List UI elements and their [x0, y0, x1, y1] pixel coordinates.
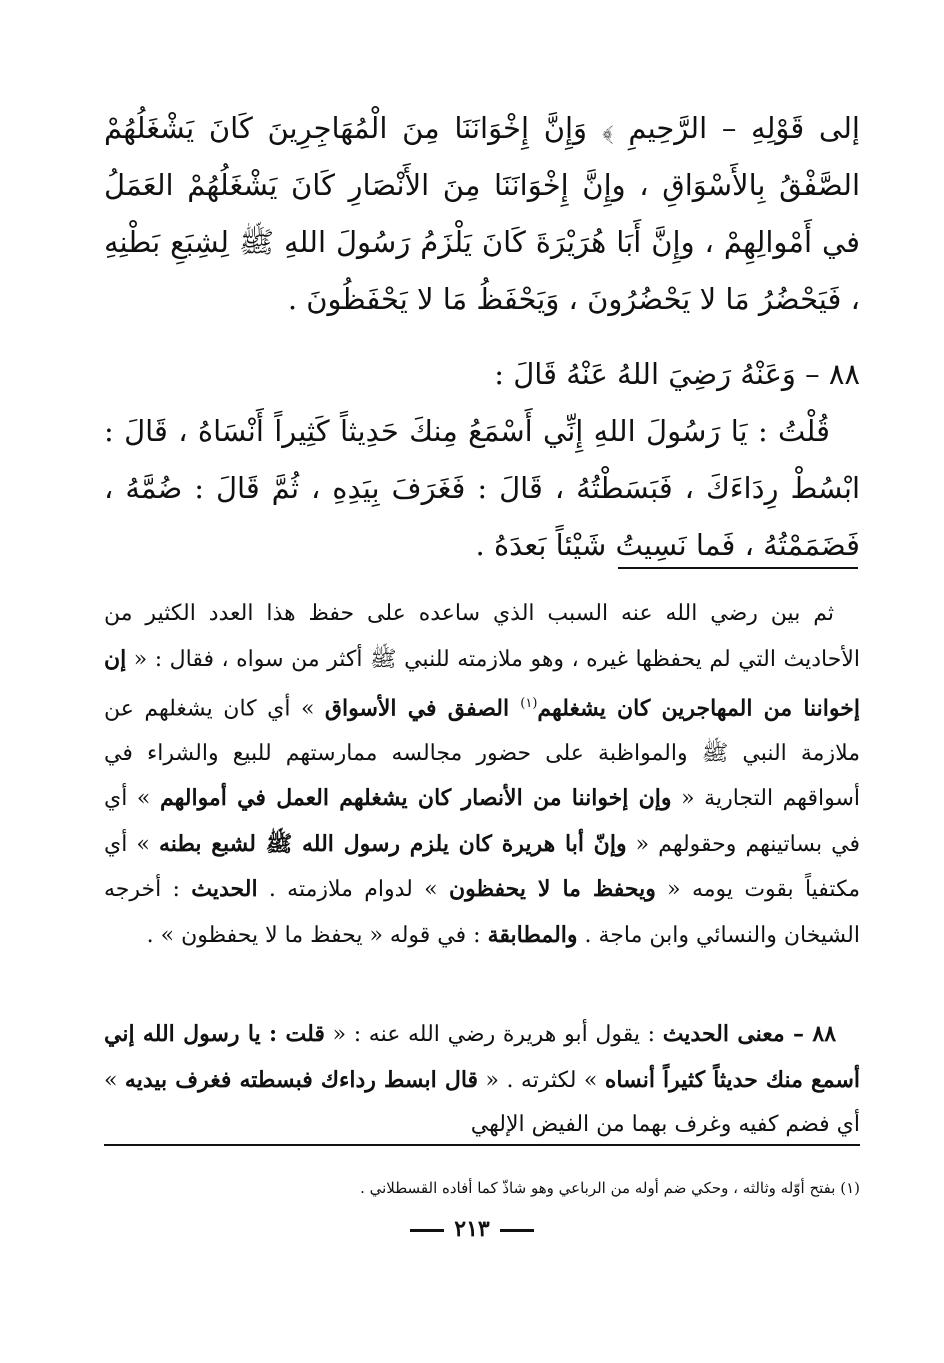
hadith-88-text: قُلْتُ : يَا رَسُولَ اللهِ إِنِّي أَسْمَعُ مِنكَ حَدِيثاً كَثِيراً أَنْسَاهُ ، قَالَ : ابْسُطْ رِدَاءَكَ ، فَبَسَطْتُهُ ، قَالَ : فَغَرَفَ بِيَدِهِ ، ثُمَّ قَالَ : ضُمَّهُ ، فَضَمَمْتُهُ ، فَما نَسِيتُ شَيْئاً بَعدَهُ .: [104, 414, 860, 562]
commentary-term-correspondence: والمطابقة: [487, 921, 578, 948]
commentary-text: : في قوله « يحفظ ما لا يحفظون » .: [146, 922, 488, 948]
commentary: [104, 592, 860, 958]
commentary-text: » أي كان يشغلهم عن ملازمة النبي ﷺ والمواظبة على حضور مجالسه ممارستهم للبيع والشراء في أسواقهم التجارية «: [104, 696, 860, 812]
meaning-quote: قلت : يا رسول الله إني أسمع منك حديثاً كثيراً أنساه: [104, 1021, 860, 1093]
meaning-text: » لكثرته . «: [478, 1067, 605, 1093]
meaning-quote: قال ابسط رداءك فبسطته فغرف بيديه: [124, 1066, 479, 1093]
footnote: (١) بفتح أوّله وثالثه ، وحكي ضم أوله من الرباعي وهو شاذّ كما أفاده القسطلاني .: [360, 1179, 860, 1197]
commentary-text: : أخرجه الشيخان والنسائي وابن ماجة .: [104, 877, 860, 948]
commentary-paragraph: [104, 592, 860, 958]
commentary-term-hadith: الحديث: [191, 876, 258, 903]
hadith-separator-rule: [618, 567, 858, 569]
commentary-text: » لدوام ملازمته .: [257, 877, 449, 903]
hadith-88-heading: ٨٨ – وَعَنْهُ رَضِيَ اللهُ عَنْهُ قَالَ :: [494, 357, 860, 391]
meaning-text: : يقول أبو هريرة رضي الله عنه : «: [324, 1022, 663, 1047]
meaning-heading: ٨٨ – معنى الحديث: [662, 1021, 837, 1047]
footnote-marker: (١): [520, 696, 538, 711]
page-number-value: ٢١٣: [454, 1216, 490, 1242]
commentary-text: » أي مكتفياً بقوت يومه «: [104, 831, 861, 903]
hadith-88: [104, 346, 860, 574]
commentary-quote: وإنّ أبا هريرة كان يلزم رسول الله ﷺ لشبع بطنه: [158, 830, 627, 857]
commentary-quote: الصفق في الأسواق: [324, 695, 521, 722]
meaning-text: » أي فضم كفيه وغرف بهما من الفيض الإلهي: [104, 1067, 860, 1137]
commentary-quote: وإن إخواننا من الأنصار كان يشغلهم العمل في أموالهم: [159, 785, 672, 812]
page-number: [0, 1214, 944, 1244]
footnote-separator-rule: [104, 1144, 860, 1146]
commentary-text: » أي في بساتينهم وحقولهم «: [104, 786, 861, 857]
page-number-dash: [500, 1229, 534, 1232]
commentary-quote: إن إخواننا من المهاجرين كان يشغلهم: [104, 645, 860, 722]
hadith-88-meaning: [104, 1012, 860, 1148]
commentary-quote: ويحفظ ما لا يحفظون: [448, 876, 656, 903]
commentary-text: ثم بين رضي الله عنه السبب الذي ساعده على حفظ هذا العدد الكثير من الأحاديث التي لم يحفظها غيره ، وهو ملازمته للنبي ﷺ أكثر من سواه ، فقال : «: [104, 601, 860, 672]
page-number-dash: [410, 1229, 444, 1232]
hadith-text-continuation: إلى قَوْلِهِ – الرَّحِيمِ ﴾ وَإِنَّ إِخْوَانَنَا مِنَ الْمُهَاجِرِينَ كَانَ يَشْغَلُهُمْ الصَّفْقُ بِالأَسْوَاقِ ، وإِنَّ إِخْوَانَنَا مِنَ الأَنْصَارِ كَانَ يَشْغَلُهُمْ العَمَلُ في أَمْوالِهِمْ ، وإِنَّ أَبَا هُرَيْرَةَ كَانَ يَلْزَمُ رَسُولَ اللهِ ﷺ لِشِبَعِ بَطْنِهِ ، فَيَحْضُرُ مَا لا يَحْضُرُونَ ، وَيَحْفَظُ مَا لا يَحْفَظُونَ .: [104, 111, 860, 316]
